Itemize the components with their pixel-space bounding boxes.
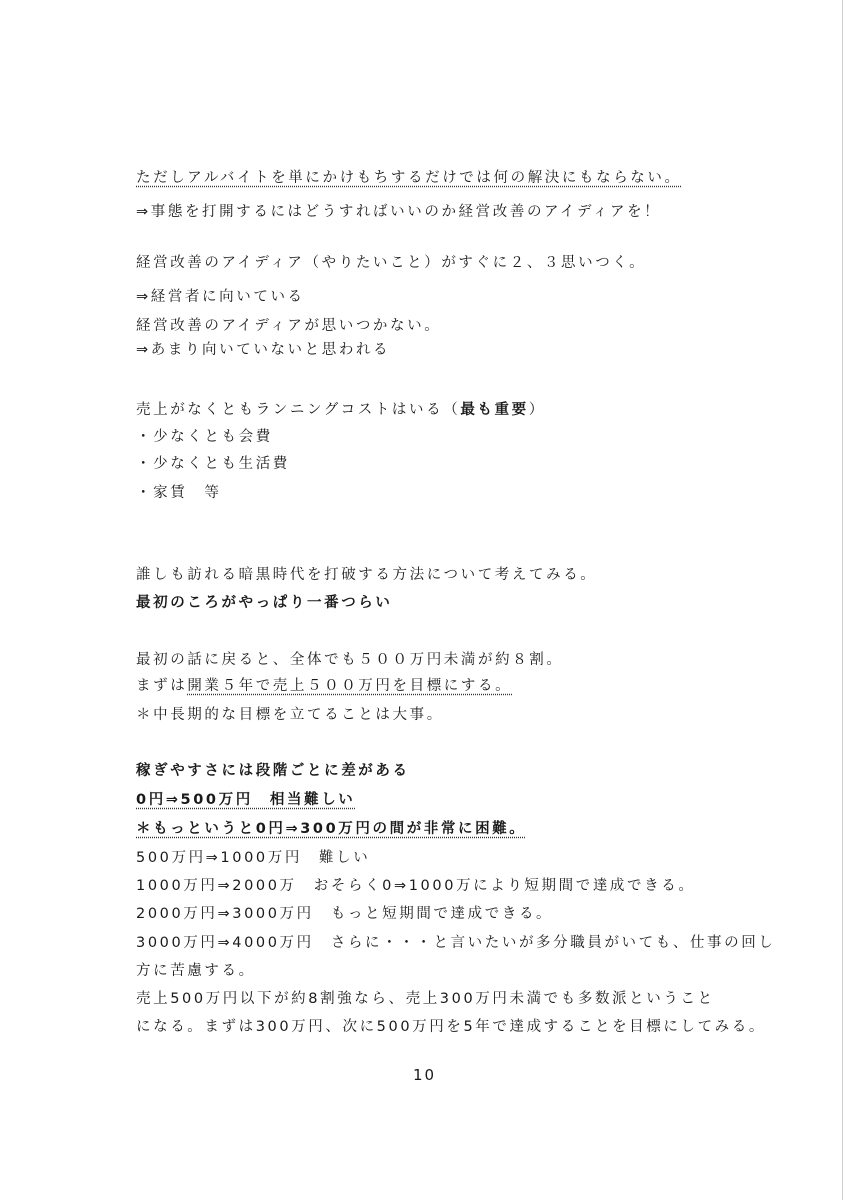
- text-line: [136, 287, 305, 307]
- text-segment: ）: [528, 402, 546, 418]
- bold-text: 稼ぎやすさには段階ごとに差がある: [136, 763, 410, 779]
- text-line: [136, 1017, 766, 1037]
- bold-text: ＊もっというと0円⇒300万円の間が非常に困難。: [136, 821, 527, 837]
- page-edge: [842, 0, 843, 1200]
- text-segment: 3000万円⇒4000万円 さらに・・・と言いたいが多分職員がいても、仕事の回し: [136, 935, 776, 951]
- text-line: [136, 989, 715, 1009]
- text-line: [136, 565, 597, 585]
- text-line: [136, 876, 695, 896]
- text-line: [136, 427, 273, 447]
- text-line: [136, 400, 546, 420]
- text-segment: ＊中長期的な目標を立てることは大事。: [136, 707, 444, 723]
- bold-text: 最も重要: [460, 402, 529, 418]
- text-line: [136, 761, 410, 781]
- text-line: [136, 790, 355, 810]
- bold-text: 0円⇒500万円 相当難しい: [136, 792, 356, 808]
- text-segment: 方に苦慮する。: [136, 963, 256, 979]
- text-line: [136, 340, 390, 360]
- text-segment: 最初の話に戻ると、全体でも５００万円未満が約８割。: [136, 652, 564, 668]
- text-line: [136, 168, 682, 188]
- text-line: [136, 316, 441, 336]
- text-segment: ・少なくとも会費: [136, 429, 273, 445]
- text-segment: 経営改善のアイディア（やりたいこと）がすぐに２、３思いつく。: [136, 255, 647, 271]
- text-segment: ⇒経営者に向いている: [136, 289, 305, 305]
- text-segment: ・家賃 等: [136, 485, 222, 501]
- text-segment: 500万円⇒1000万円 難しい: [136, 850, 371, 866]
- text-segment: ・少なくとも生活費: [136, 456, 290, 472]
- text-segment: 売上500万円以下が約8割強なら、売上300万円未満でも多数派ということ: [136, 991, 715, 1007]
- text-line: [136, 253, 646, 273]
- text-line: [136, 483, 222, 503]
- text-line: [136, 202, 661, 222]
- bold-text: 最初のころがやっぱり一番つらい: [136, 595, 393, 611]
- text-segment: ⇒事態を打開するにはどうすればいいのか経営改善のアイディアを！: [136, 204, 662, 220]
- text-line: [136, 454, 290, 474]
- text-segment: 1000万円⇒2000万 おそらく0⇒1000万により短期間で達成できる。: [136, 878, 696, 894]
- text-segment: 2000万円⇒3000万円 もっと短期間で達成できる。: [136, 906, 554, 922]
- page-number: 10: [412, 1066, 437, 1084]
- text-line: [136, 904, 553, 924]
- text-segment: 誰しも訪れる暗黒時代を打破する方法について考えてみる。: [136, 567, 598, 583]
- text-segment: になる。まずは300万円、次に500万円を5年で達成することを目標にしてみる。: [136, 1019, 766, 1035]
- text-line: [136, 676, 512, 696]
- text-line: [136, 705, 444, 725]
- text-line: [136, 848, 370, 868]
- text-line: [136, 819, 526, 839]
- text-segment: 売上がなくともランニングコストはいる（: [136, 402, 461, 418]
- text-segment: ⇒あまり向いていないと思われる: [136, 342, 391, 358]
- text-segment: ただしアルバイトを単にかけもちするだけでは何の解決にもならない。: [136, 170, 682, 186]
- text-line: [136, 650, 564, 670]
- text-segment: 経営改善のアイディアが思いつかない。: [136, 318, 442, 334]
- text-segment: まずは: [136, 678, 188, 694]
- text-line: [136, 933, 775, 953]
- text-line: [136, 593, 393, 613]
- text-line: [136, 961, 256, 981]
- text-segment: 開業５年で売上５００万円を目標にする。: [187, 678, 513, 694]
